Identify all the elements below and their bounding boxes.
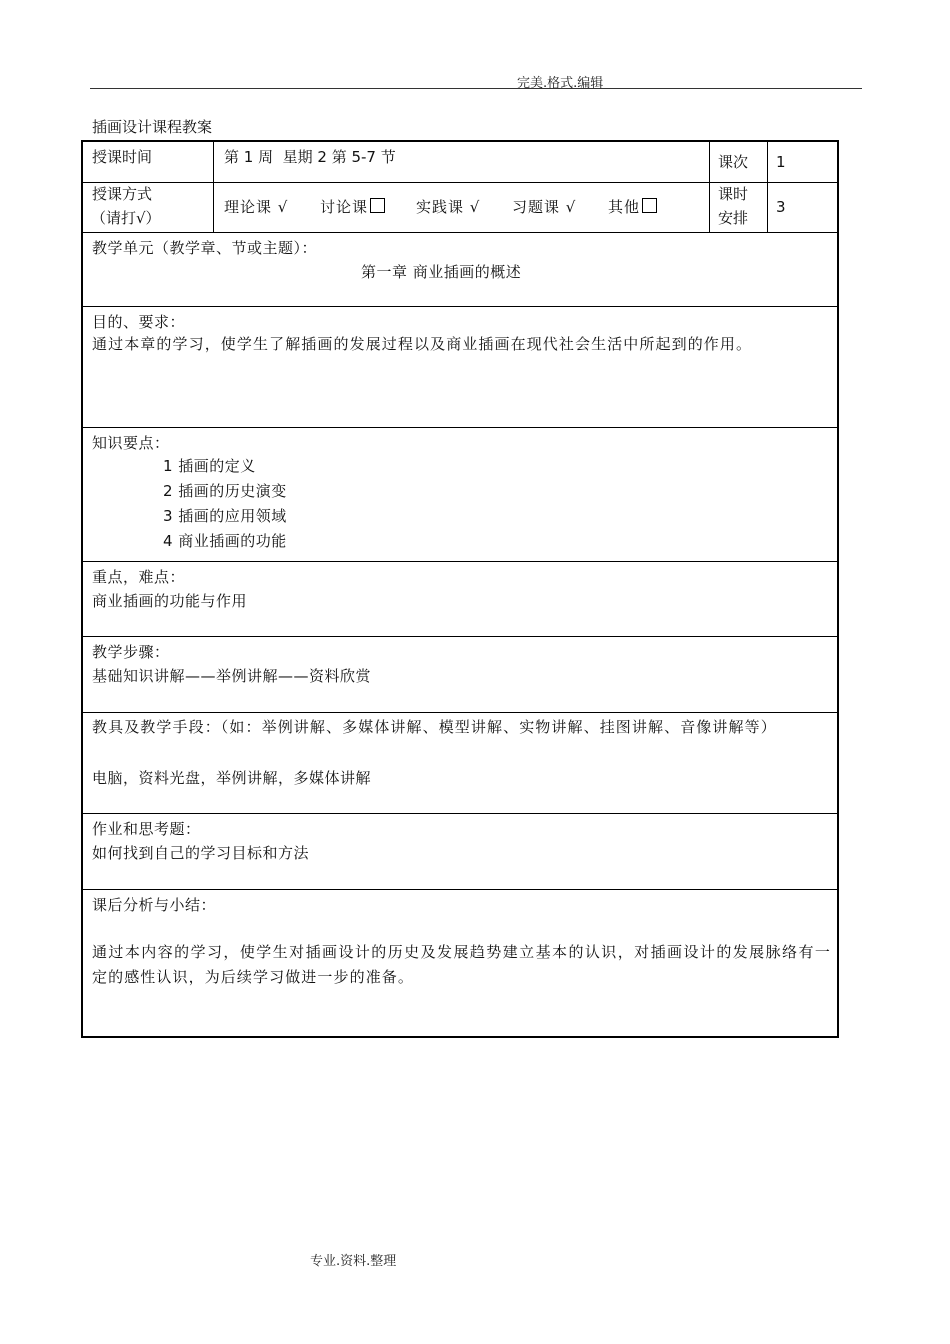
session-label: 课次 — [718, 153, 749, 171]
header-divider — [90, 88, 862, 89]
document-title: 插画设计课程教案 — [92, 118, 213, 136]
hours-value-cell — [768, 183, 837, 232]
unit-value: 第一章 商业插画的概述 — [361, 263, 522, 281]
unit-label: 教学单元（教学章、节或主题）： — [92, 239, 318, 257]
time-value: 第 1 周 星期 2 第 5-7 节 — [224, 148, 396, 166]
time-value-cell — [214, 142, 710, 182]
session-value-cell — [768, 142, 837, 182]
goal-label: 目的、要求： — [92, 313, 186, 331]
summary-label: 课后分析与小结： — [92, 896, 217, 914]
method-option-theory — [224, 198, 288, 216]
session-label-cell — [710, 142, 768, 182]
method-option-label: 其他 — [608, 198, 641, 216]
homework-text: 如何找到自己的学习目标和方法 — [92, 844, 310, 862]
row-tools — [83, 713, 837, 814]
method-option-label: 实践课 — [416, 198, 465, 216]
checkbox-icon[interactable] — [370, 198, 385, 213]
row-goal — [83, 307, 837, 428]
time-label: 授课时间 — [92, 148, 153, 166]
steps-text: 基础知识讲解——举例讲解——资料欣赏 — [92, 667, 372, 685]
method-option-exercise — [512, 198, 576, 216]
row-homework — [83, 814, 837, 890]
hours-label-line2: 安排 — [718, 209, 749, 227]
method-option-label: 理论课 — [224, 198, 273, 216]
row-method — [83, 183, 837, 233]
tools-text: 电脑，资料光盘，举例讲解，多媒体讲解 — [92, 769, 372, 787]
method-option-label: 讨论课 — [320, 198, 369, 216]
knowledge-label: 知识要点： — [92, 434, 170, 452]
checkbox-icon[interactable] — [642, 198, 657, 213]
focus-label: 重点，难点： — [92, 568, 186, 586]
lesson-plan-form — [81, 140, 839, 1038]
check-mark: √ — [469, 198, 481, 216]
tools-label: 教具及教学手段：（如：举例讲解、多媒体讲解、模型讲解、实物讲解、挂图讲解、音像讲解等） — [92, 718, 777, 736]
homework-label: 作业和思考题： — [92, 820, 201, 838]
method-option-label: 习题课 — [512, 198, 561, 216]
page-header-text: 完美.格式.编辑 — [517, 76, 604, 91]
goal-text: 通过本章的学习，使学生了解插画的发展过程以及商业插画在现代社会生活中所起到的作用。 — [92, 335, 753, 353]
focus-text: 商业插画的功能与作用 — [92, 592, 248, 610]
row-time — [83, 142, 837, 183]
row-steps — [83, 637, 837, 713]
method-option-practice — [416, 198, 480, 216]
steps-label: 教学步骤： — [92, 643, 170, 661]
method-label-line1: 授课方式 — [92, 185, 153, 203]
knowledge-item: 1 插画的定义 — [163, 457, 256, 475]
row-summary — [83, 890, 837, 1036]
page-footer-text: 专业.资料.整理 — [310, 1254, 397, 1269]
knowledge-item: 3 插画的应用领域 — [163, 507, 287, 525]
hours-label-line1: 课时 — [718, 185, 749, 203]
knowledge-item: 4 商业插画的功能 — [163, 532, 287, 550]
row-unit — [83, 233, 837, 307]
time-label-cell — [83, 142, 214, 182]
method-option-discussion — [320, 198, 385, 216]
check-mark: √ — [565, 198, 577, 216]
method-label-cell — [83, 183, 214, 232]
session-value: 1 — [776, 153, 786, 171]
method-option-other — [608, 198, 657, 216]
row-knowledge — [83, 428, 837, 562]
hours-label-cell — [710, 183, 768, 232]
summary-text: 通过本内容的学习，使学生对插画设计的历史及发展趋势建立基本的认识，对插画设计的发展脉络有一定的感性认识，为后续学习做进一步的准备。 — [92, 943, 831, 986]
hours-value: 3 — [776, 198, 786, 216]
check-mark: √ — [277, 198, 289, 216]
row-focus — [83, 562, 837, 637]
method-label-line2: （请打√） — [91, 209, 161, 227]
knowledge-item: 2 插画的历史演变 — [163, 482, 287, 500]
method-options-cell — [214, 183, 710, 232]
